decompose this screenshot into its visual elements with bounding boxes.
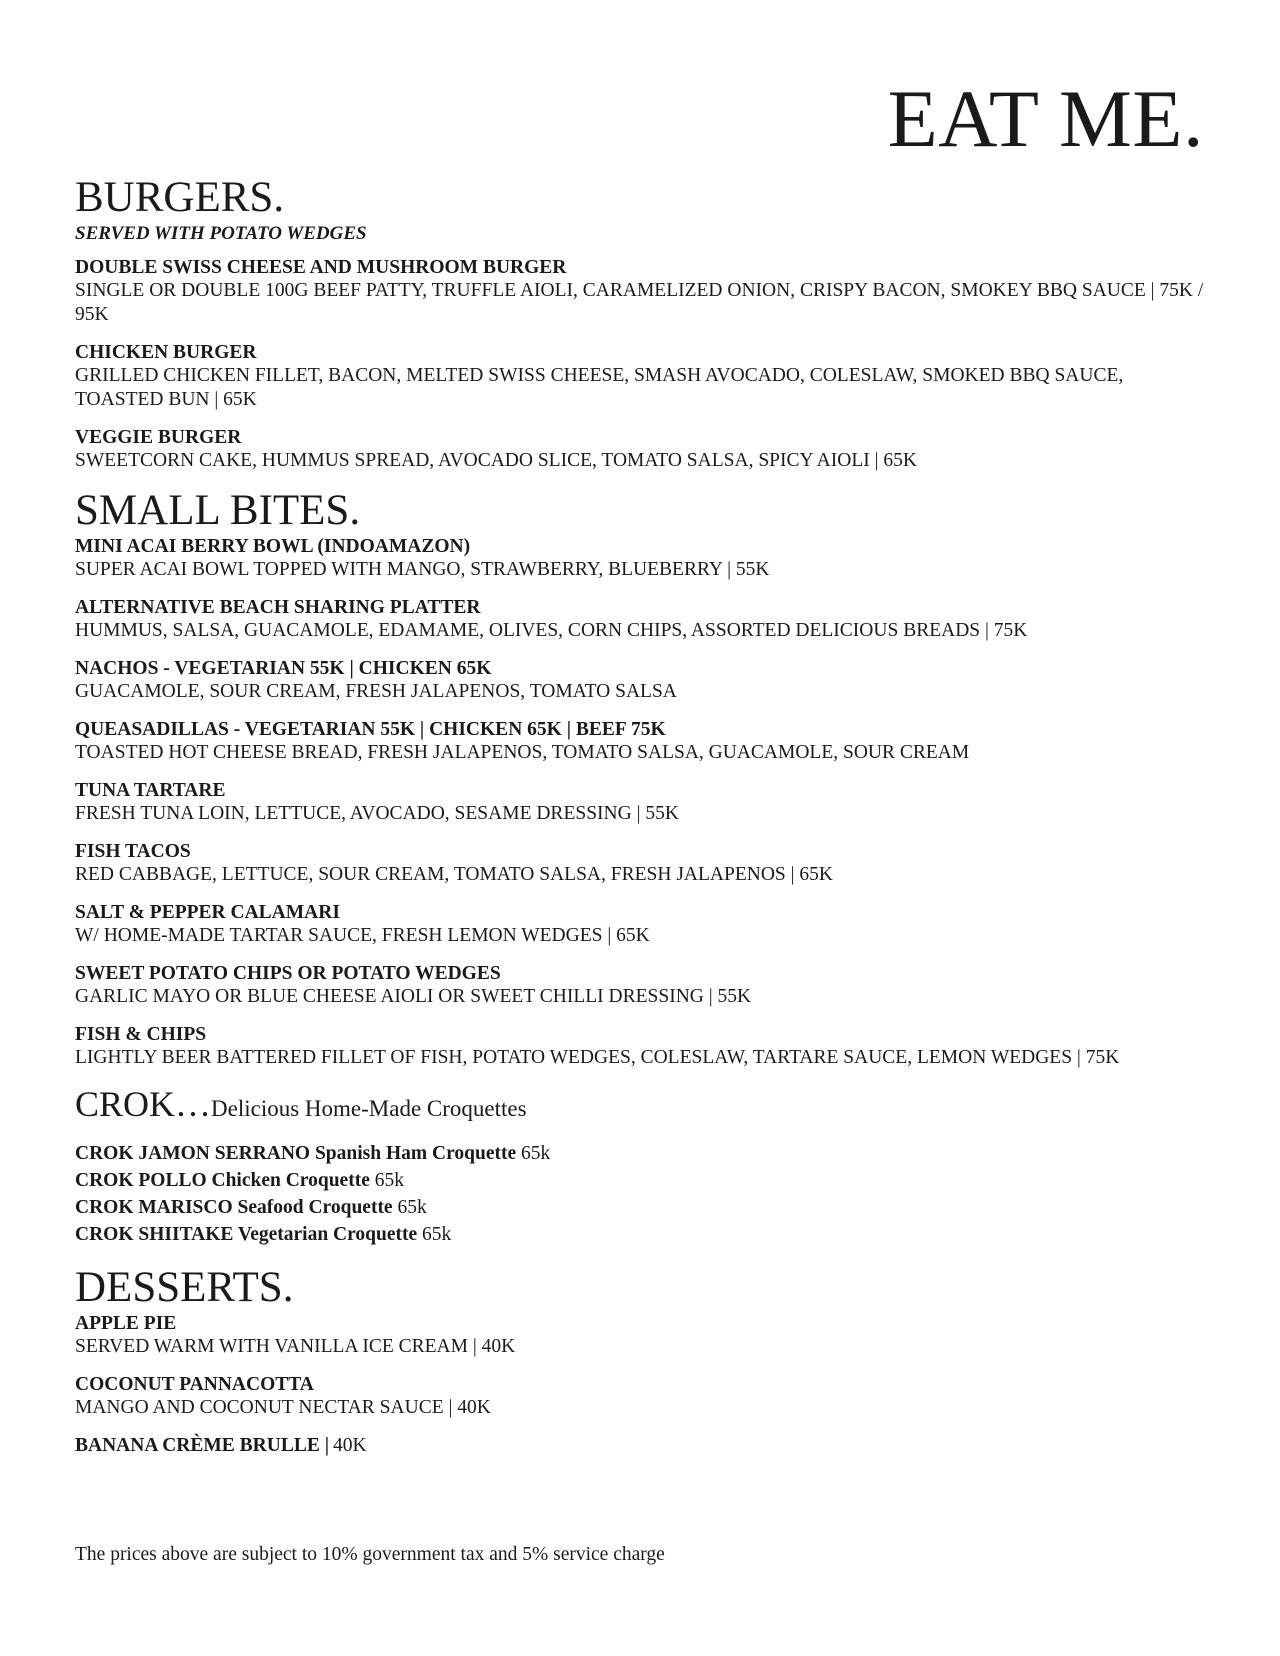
menu-item [75,256,1215,327]
crok-item [75,1140,1215,1167]
menu-item [75,1023,1215,1070]
menu-item [75,901,1215,948]
crok-item-name: CROK POLLO Chicken Croquette [75,1170,370,1191]
desserts-section [75,1264,1215,1458]
menu-item [75,341,1215,412]
item-name: FISH & CHIPS [75,1024,207,1045]
item-desc: W/ HOME-MADE TARTAR SAUCE, FRESH LEMON WEDGES | 65K [75,925,650,946]
desserts-title: DESSERTS. [75,1264,294,1311]
menu-item [75,1312,1215,1359]
item-desc: SWEETCORN CAKE, HUMMUS SPREAD, AVOCADO SLICE, TOMATO SALSA, SPICY AIOLI | 65K [75,450,917,471]
item-name: SALT & PEPPER CALAMARI [75,902,340,923]
item-name: BANANA CRÈME BRULLE | [75,1435,330,1456]
crok-item [75,1167,1215,1194]
item-price: 40K [333,1435,367,1456]
item-desc: FRESH TUNA LOIN, LETTUCE, AVOCADO, SESAME DRESSING | 55K [75,803,679,824]
crok-tagline: Delicious Home-Made Croquettes [211,1096,527,1121]
crok-item-price: 65k [422,1224,452,1245]
item-desc: SERVED WARM WITH VANILLA ICE CREAM | 40K [75,1336,516,1357]
crok-heading [75,1084,1215,1132]
item-desc: SUPER ACAI BOWL TOPPED WITH MANGO, STRAWBERRY, BLUEBERRY | 55K [75,559,770,580]
item-name: MINI ACAI BERRY BOWL (INDOAMAZON) [75,536,471,557]
item-name: ALTERNATIVE BEACH SHARING PLATTER [75,597,481,618]
burgers-section [75,174,1215,473]
crok-item-price: 65k [397,1197,427,1218]
menu-item [75,657,1215,704]
item-name: FISH TACOS [75,841,191,862]
item-name: NACHOS - VEGETARIAN 55K | CHICKEN 65K [75,658,492,679]
crok-item [75,1194,1215,1221]
crok-item-name: CROK JAMON SERRANO Spanish Ham Croquette [75,1143,517,1164]
item-name: APPLE PIE [75,1313,177,1334]
item-desc: GUACAMOLE, SOUR CREAM, FRESH JALAPENOS, TOMATO SALSA [75,681,677,702]
brand-title: EAT ME. [887,73,1204,164]
item-name: DOUBLE SWISS CHEESE AND MUSHROOM BURGER [75,257,567,278]
item-desc: GARLIC MAYO OR BLUE CHEESE AIOLI OR SWEET CHILLI DRESSING | 55K [75,986,752,1007]
crok-title: CROK… [75,1084,212,1124]
crok-item-price: 65k [374,1170,404,1191]
menu-item [75,596,1215,643]
item-desc: MANGO AND COCONUT NECTAR SAUCE | 40K [75,1397,491,1418]
menu-item [75,840,1215,887]
small-bites-title: SMALL BITES. [75,487,361,534]
menu-item [75,718,1215,765]
small-bites-section [75,487,1215,1070]
item-desc: TOASTED HOT CHEESE BREAD, FRESH JALAPENOS, TOMATO SALSA, GUACAMOLE, SOUR CREAM [75,742,970,763]
item-desc: GRILLED CHICKEN FILLET, BACON, MELTED SWISS CHEESE, SMASH AVOCADO, COLESLAW, SMOKED BBQ SAUCE, TOASTED BUN | 65K [75,365,1124,410]
item-name: VEGGIE BURGER [75,427,242,448]
menu-item [75,426,1215,473]
item-desc: LIGHTLY BEER BATTERED FILLET OF FISH, POTATO WEDGES, COLESLAW, TARTARE SAUCE, LEMON WEDGES | 75K [75,1047,1120,1068]
menu-content [75,174,1215,1472]
burgers-subtitle: SERVED WITH POTATO WEDGES [75,223,367,244]
menu-item [75,1373,1215,1420]
menu-item [75,535,1215,582]
item-desc: RED CABBAGE, LETTUCE, SOUR CREAM, TOMATO SALSA, FRESH JALAPENOS | 65K [75,864,833,885]
item-desc: HUMMUS, SALSA, GUACAMOLE, EDAMAME, OLIVES, CORN CHIPS, ASSORTED DELICIOUS BREADS | 75K [75,620,1028,641]
burgers-title: BURGERS. [75,174,285,221]
crok-item [75,1221,1215,1248]
item-name: CHICKEN BURGER [75,342,257,363]
crok-section [75,1084,1215,1248]
menu-item [75,962,1215,1009]
menu-item [75,779,1215,826]
menu-item [75,1434,1215,1458]
crok-item-name: CROK SHIITAKE Vegetarian Croquette [75,1224,418,1245]
item-desc: SINGLE OR DOUBLE 100G BEEF PATTY, TRUFFLE AIOLI, CARAMELIZED ONION, CRISPY BACON, SMOKEY BBQ SAUCE | 75K / 95K [75,280,1204,325]
item-name: QUEASADILLAS - VEGETARIAN 55K | CHICKEN 65K | BEEF 75K [75,719,666,740]
item-name: SWEET POTATO CHIPS OR POTATO WEDGES [75,963,501,984]
crok-item-price: 65k [521,1143,551,1164]
tax-notice: The prices above are subject to 10% government tax and 5% service charge [75,1544,665,1565]
crok-list [75,1140,1215,1248]
item-name: COCONUT PANNACOTTA [75,1374,314,1395]
crok-item-name: CROK MARISCO Seafood Croquette [75,1197,393,1218]
item-name: TUNA TARTARE [75,780,226,801]
